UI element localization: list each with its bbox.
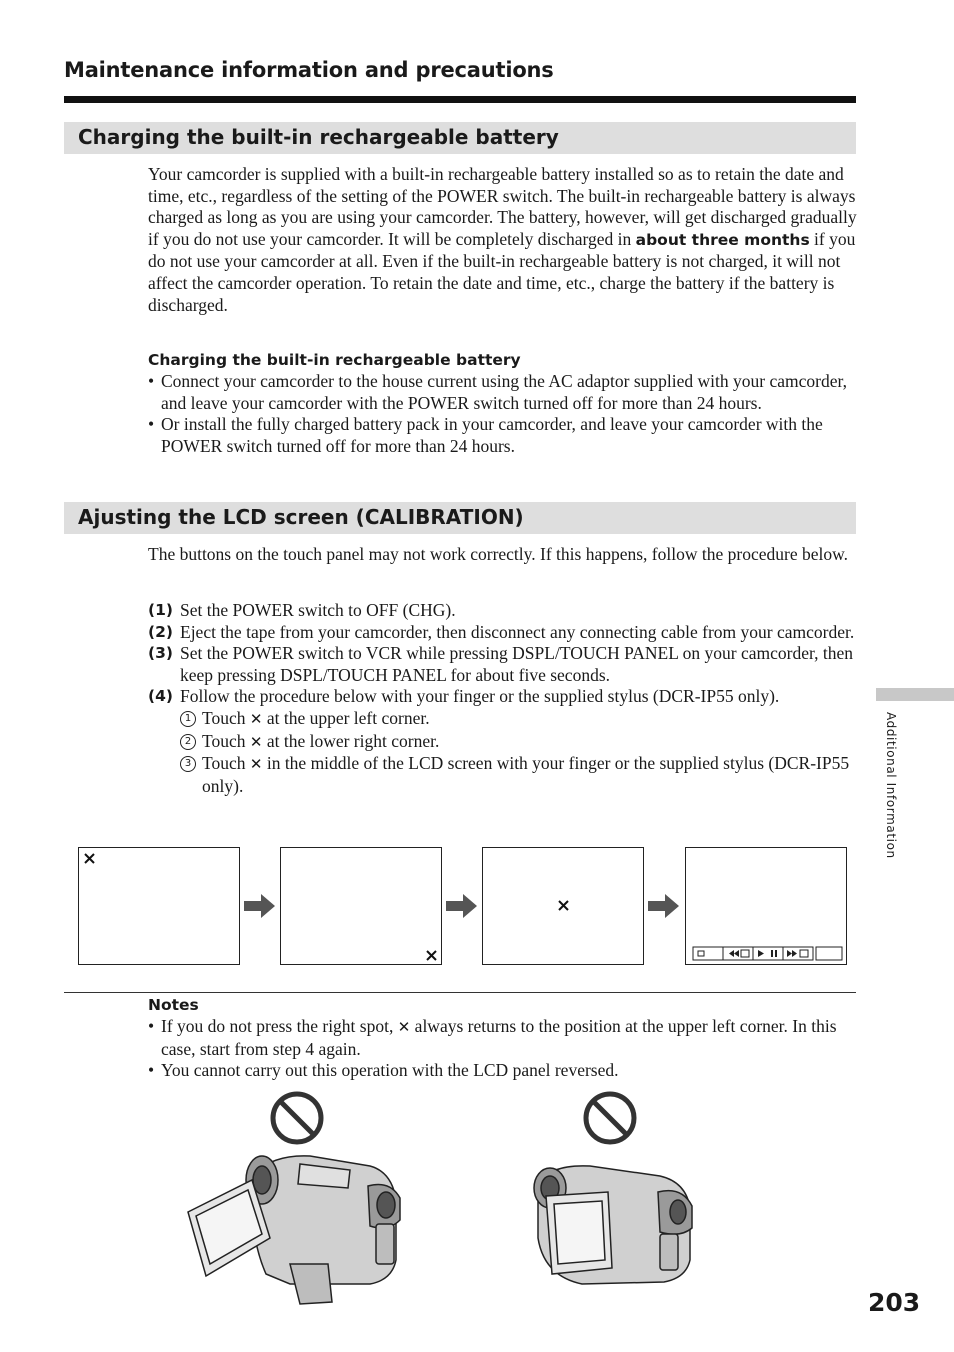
substep-text: in the middle of the LCD screen with your finger or the supplied stylus (DCR-IP55 only). bbox=[202, 753, 850, 796]
arrow-right-icon bbox=[244, 893, 276, 919]
x-mark-icon: ✕ bbox=[249, 732, 263, 751]
step-4 bbox=[148, 686, 860, 797]
substep-1 bbox=[180, 708, 860, 731]
step-number: (2) bbox=[148, 622, 173, 641]
note-text: If you do not press the right spot, bbox=[161, 1016, 394, 1036]
step-1 bbox=[148, 600, 860, 622]
step-number: (1) bbox=[148, 601, 173, 619]
arrow-right-icon bbox=[648, 893, 680, 919]
battery-intro-paragraph bbox=[148, 164, 860, 316]
x-mark-icon: ✕ bbox=[249, 709, 263, 728]
x-mark-icon: ✕ bbox=[397, 1018, 411, 1036]
page-title: Maintenance information and precautions bbox=[64, 58, 554, 82]
battery-intro-emphasis: about three months bbox=[635, 230, 810, 249]
substep-2 bbox=[180, 731, 860, 754]
list-item: • Or install the fully charged battery pack in your camcorder, and leave your camcorder with the POWER switch turned off for more than 24 hours. bbox=[148, 414, 860, 457]
battery-intro-part2: if you do not use your camcorder at all. Even if the built-in rechargeable battery is not charged, it will not affect the camcorder operation. To retain the date and time, etc., charge the battery if the battery is discharged. bbox=[148, 228, 856, 315]
title-rule bbox=[64, 96, 856, 103]
x-mark-icon bbox=[483, 848, 643, 964]
notes-heading: Notes bbox=[148, 996, 199, 1014]
step-text: Set the POWER switch to VCR while pressing DSPL/TOUCH PANEL on your camcorder, then keep pressing DSPL/TOUCH PANEL for about five seconds. bbox=[180, 643, 854, 685]
list-item bbox=[148, 1016, 860, 1060]
x-mark-icon: ✕ bbox=[249, 755, 263, 774]
page-number: 203 bbox=[868, 1288, 921, 1317]
circled-number: 1 bbox=[180, 711, 196, 727]
x-mark-icon bbox=[79, 848, 239, 964]
step-number: (3) bbox=[148, 644, 173, 663]
vcr-controls-icon bbox=[686, 848, 846, 964]
step-text: Follow the procedure below with your finger or the supplied stylus (DCR-IP55 only). bbox=[180, 686, 780, 707]
circled-number: 2 bbox=[180, 734, 196, 750]
notes-divider bbox=[64, 992, 856, 993]
section-heading-battery-text: Charging the built-in rechargeable battery bbox=[78, 125, 559, 149]
substep-text: Touch bbox=[202, 707, 246, 728]
calibration-screen-2 bbox=[280, 847, 442, 965]
camcorder-lcd-open-illustration bbox=[180, 1088, 420, 1313]
step-3 bbox=[148, 643, 860, 686]
battery-intro bbox=[148, 164, 860, 316]
prohibition-icon bbox=[586, 1094, 634, 1142]
arrow-right-icon bbox=[446, 893, 478, 919]
step-number: (4) bbox=[148, 687, 173, 706]
side-tab-label: Additional Information bbox=[884, 712, 898, 859]
circled-number: 3 bbox=[180, 756, 196, 772]
calibration-screen-4 bbox=[685, 847, 847, 965]
step-text: Eject the tape from your camcorder, then disconnect any connecting cable from your camcorder. bbox=[180, 621, 855, 642]
calibration-screen-1 bbox=[78, 847, 240, 965]
battery-subheading: Charging the built-in rechargeable battery bbox=[148, 351, 521, 369]
note-text: always returns to the position at the upper left corner. In this case, start from step 4 again. bbox=[161, 1016, 837, 1059]
section-heading-lcd bbox=[64, 502, 856, 534]
side-tab-marker bbox=[876, 688, 954, 701]
substep-text: Touch bbox=[202, 753, 246, 774]
battery-intro-part1: Your camcorder is supplied with a built-in rechargeable battery installed so as to retain the date and time, etc., regardless of the setting of the POWER switch. The built-in rechargeable battery is always charged as long as you are using your camcorder. The battery, however, will get discharged gradually if you do not use your camcorder. It will be completely discharged in bbox=[148, 164, 857, 249]
lcd-steps bbox=[148, 600, 860, 797]
lcd-intro: The buttons on the touch panel may not work correctly. If this happens, follow the procedure below. bbox=[148, 544, 848, 564]
calibration-screen-3 bbox=[482, 847, 644, 965]
substep-text: Touch bbox=[202, 730, 246, 751]
list-item: • Connect your camcorder to the house current using the AC adaptor supplied with your camcorder, and leave your camcorder with the POWER switch turned off for more than 24 hours. bbox=[148, 371, 860, 414]
list-item: • You cannot carry out this operation with the LCD panel reversed. bbox=[148, 1060, 860, 1082]
battery-bullets bbox=[148, 371, 860, 457]
step-text: Set the POWER switch to OFF (CHG). bbox=[180, 600, 456, 620]
x-mark-icon bbox=[281, 848, 441, 964]
substep-text: at the upper left corner. bbox=[266, 707, 430, 728]
prohibition-icon bbox=[273, 1094, 321, 1142]
notes-list bbox=[148, 1016, 860, 1082]
substep-text: at the lower right corner. bbox=[266, 730, 440, 751]
camcorder-lcd-reversed-illustration bbox=[510, 1088, 710, 1313]
step-2 bbox=[148, 622, 860, 644]
substep-3 bbox=[180, 753, 860, 797]
section-heading-battery bbox=[64, 122, 856, 154]
section-heading-lcd-text: Ajusting the LCD screen (CALIBRATION) bbox=[78, 505, 524, 529]
